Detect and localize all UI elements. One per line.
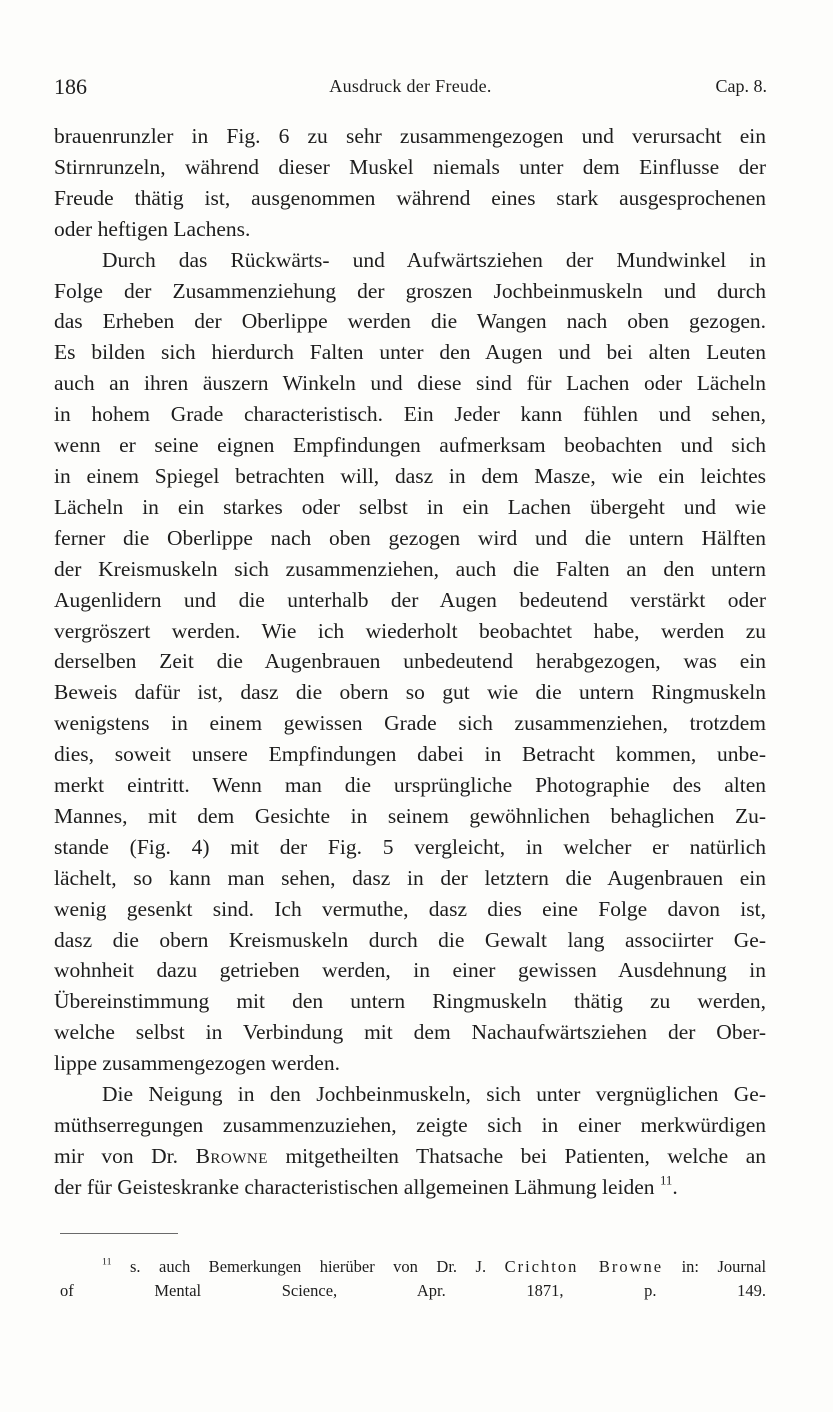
footnote-marker: 11 [102, 1256, 112, 1268]
text-line: dasz die obern Kreismuskeln durch die Gewalt lang associirter Ge- [54, 927, 766, 952]
text-segment: . [672, 1174, 678, 1199]
paragraph-1 [54, 121, 766, 245]
text-line: oder heftigen Lachens. [54, 216, 251, 241]
text-line: Durch das Rückwärts- und Aufwärtsziehen der Mundwinkel in [102, 247, 766, 272]
text-line: Mannes, mit dem Gesichte in seinem gewöhnlichen behaglichen Zu- [54, 803, 766, 828]
text-line: wenn er seine eignen Empfindungen aufmerksam beobachten und sich [54, 433, 766, 458]
footnote-reference[interactable]: 11 [659, 1173, 673, 1188]
text-segment: in: Journal [681, 1257, 767, 1276]
text-line: wohnheit dazu getrieben werden, in einer gewissen Ausdehnung in [54, 958, 766, 983]
text-line: wenig gesenkt sind. Ich vermuthe, dasz dies eine Folge davon ist, [54, 896, 766, 921]
page-number: 186 [54, 74, 87, 99]
running-title: Ausdruck der Freude. [329, 76, 492, 96]
chapter-label: Cap. 8. [715, 76, 767, 96]
footnote-divider [60, 1233, 178, 1234]
body-text [54, 121, 766, 1203]
text-line: der Kreismuskeln sich zusammenziehen, auch die Falten an den untern [54, 556, 766, 581]
author-name: Browne [195, 1143, 268, 1168]
text-line [54, 1141, 766, 1172]
text-line: Die Neigung in den Jochbeinmuskeln, sich unter vergnüglichen Ge- [102, 1082, 766, 1107]
text-line: das Erheben der Oberlippe werden die Wangen nach oben gezogen. [54, 309, 766, 334]
paragraph-2 [54, 245, 766, 1079]
footnote-line: of Mental Science, Apr. 1871, p. 149. [60, 1281, 766, 1300]
text-segment: der für Geisteskranke characteristischen allgemeinen Lähmung leiden [54, 1174, 655, 1199]
text-line: Folge der Zusammenziehung der groszen Jochbeinmuskeln und durch [54, 278, 766, 303]
footnote [60, 1255, 766, 1303]
text-line: welche selbst in Verbindung mit dem Nachaufwärtsziehen der Ober- [54, 1020, 766, 1045]
text-line: in einem Spiegel betrachten will, dasz in dem Masze, wie ein leichtes [54, 463, 766, 488]
text-line: in hohem Grade characteristisch. Ein Jeder kann fühlen und sehen, [54, 402, 766, 427]
text-line: Augenlidern und die unterhalb der Augen bedeutend verstärkt oder [54, 587, 766, 612]
text-line: Lächeln in ein starkes oder selbst in ein Lachen übergeht und wie [54, 494, 766, 519]
text-line: wenigstens in einem gewissen Grade sich zusammenziehen, trotzdem [54, 711, 766, 736]
text-line: ferner die Oberlippe nach oben gezogen wird und die untern Hälften [54, 525, 766, 550]
text-line: lippe zusammengezogen werden. [54, 1051, 340, 1076]
paragraph-3 [54, 1079, 766, 1203]
text-line: Übereinstimmung mit den untern Ringmuskeln thätig zu werden, [54, 989, 766, 1014]
text-line: derselben Zeit die Augenbrauen unbedeutend herabgezogen, was ein [54, 649, 766, 674]
footnote-line [60, 1255, 766, 1279]
text-segment: s. auch Bemerkungen hierüber von Dr. J. [130, 1257, 487, 1276]
text-line: brauenrunzler in Fig. 6 zu sehr zusammengezogen und verursacht ein [54, 124, 766, 148]
text-line: stande (Fig. 4) mit der Fig. 5 vergleicht, in welcher er natürlich [54, 834, 766, 859]
page-header [54, 74, 767, 104]
text-line: auch an ihren äuszern Winkeln und diese sind für Lachen oder Lächeln [54, 371, 766, 396]
text-line: müthserregungen zusammenzuziehen, zeigte sich in einer merkwürdigen [54, 1113, 766, 1137]
text-line: Beweis dafür ist, dasz die obern so gut wie die untern Ringmuskeln [54, 680, 766, 705]
author-name: Crichton Browne [504, 1257, 664, 1276]
text-line: Es bilden sich hierdurch Falten unter den Augen und bei alten Leuten [54, 340, 766, 365]
text-segment: mir von Dr. [54, 1143, 179, 1168]
text-line: dies, soweit unsere Empfindungen dabei in Betracht kommen, unbe- [54, 742, 766, 767]
text-line: merkt eintritt. Wenn man die ursprüngliche Photographie des alten [54, 773, 766, 798]
text-segment: mitgetheilten Thatsache bei Patienten, welche an [285, 1143, 767, 1168]
text-line: Stirnrunzeln, während dieser Muskel niemals unter dem Einflusse der [54, 154, 766, 179]
text-line: Freude thätig ist, ausgenommen während eines stark ausgesprochenen [54, 185, 766, 210]
text-line: vergröszert werden. Wie ich wiederholt beobachtet habe, werden zu [54, 618, 766, 643]
text-line: lächelt, so kann man sehen, dasz in der letztern die Augenbrauen ein [54, 865, 766, 890]
text-line [54, 1172, 766, 1203]
